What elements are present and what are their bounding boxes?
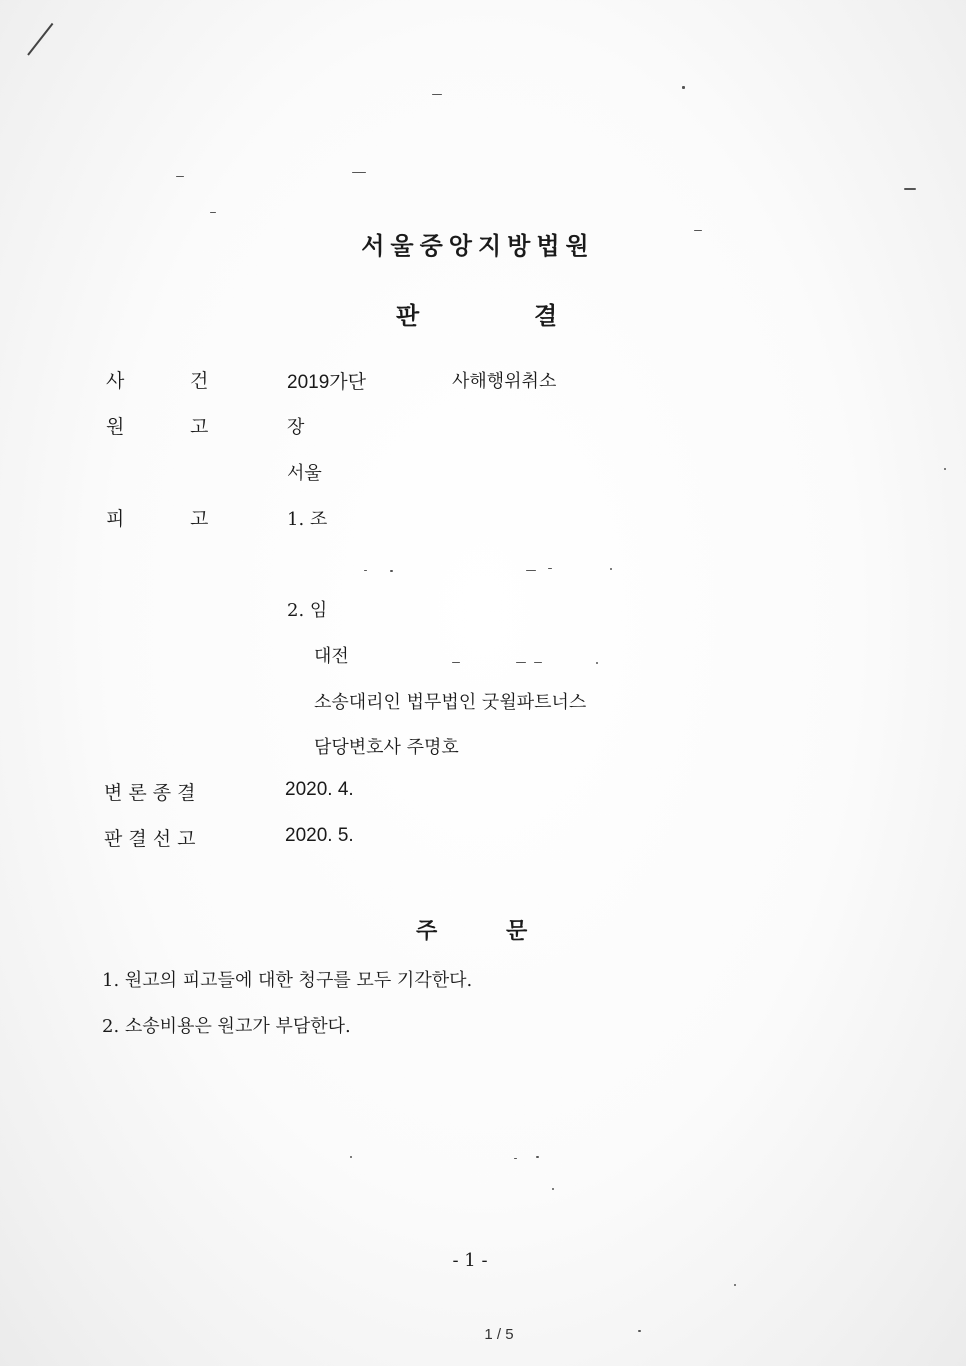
page-number: - 1 -: [452, 1250, 488, 1271]
scan-speck: [610, 568, 612, 570]
defendant-label-b: 고: [190, 508, 209, 530]
scan-speck: [552, 1188, 554, 1190]
case-label-b: 건: [190, 370, 209, 392]
case-name: 사해행위취소: [452, 371, 557, 392]
scan-speck: [176, 176, 184, 177]
plaintiff-label-a: 원: [106, 416, 125, 438]
defendant-attorney: 담당변호사 주명호: [314, 737, 459, 758]
scan-speck: [548, 568, 552, 569]
plaintiff-name: 장: [287, 417, 305, 438]
scan-speck: [352, 172, 366, 173]
scan-speck: [432, 94, 442, 95]
order-heading-right: 문: [506, 919, 528, 944]
closing-date: 2020. 4.: [285, 779, 354, 800]
scan-speck: [596, 662, 598, 664]
plaintiff-address: 서울: [287, 463, 322, 484]
sentence-date: 2020. 5.: [285, 825, 354, 846]
page-counter: 1 / 5: [484, 1326, 514, 1343]
defendant-second-address: 대전: [314, 646, 349, 667]
scan-speck: [350, 1156, 352, 1158]
scan-speck: [516, 662, 526, 663]
scan-speck: [734, 1284, 736, 1286]
plaintiff-label-b: 고: [190, 416, 209, 438]
defendant-second: 2. 임: [287, 600, 328, 621]
defendant-first: 1. 조: [287, 509, 328, 530]
scan-speck: [682, 86, 685, 89]
scan-speck: [944, 468, 946, 470]
court-name: 서울중앙지방법원: [361, 232, 595, 260]
scan-speck: [526, 570, 536, 571]
scan-speck: [210, 212, 216, 213]
case-label-a: 사: [106, 370, 125, 392]
doc-type-right: 결: [534, 302, 558, 330]
defendant-counsel: 소송대리인 법무법인 굿윌파트너스: [314, 692, 587, 713]
scan-speck: [536, 1156, 539, 1158]
scan-speck: [514, 1158, 517, 1159]
case-number: 2019가단: [287, 372, 366, 393]
scan-speck: [904, 188, 916, 190]
order-item: 2. 소송비용은 원고가 부담한다.: [102, 1016, 351, 1037]
scan-speck: [452, 662, 460, 663]
sentence-label: 판 결 선 고: [104, 828, 196, 850]
order-heading-left: 주: [416, 919, 438, 944]
scan-speck: [534, 662, 542, 663]
closing-label: 변 론 종 결: [104, 782, 196, 804]
doc-type-left: 판: [396, 302, 420, 330]
scan-mark: [27, 23, 53, 56]
defendant-label-a: 피: [106, 508, 125, 530]
order-item: 1. 원고의 피고들에 대한 청구를 모두 기각한다.: [102, 970, 473, 991]
scan-speck: [364, 570, 367, 571]
scan-speck: [390, 570, 393, 572]
